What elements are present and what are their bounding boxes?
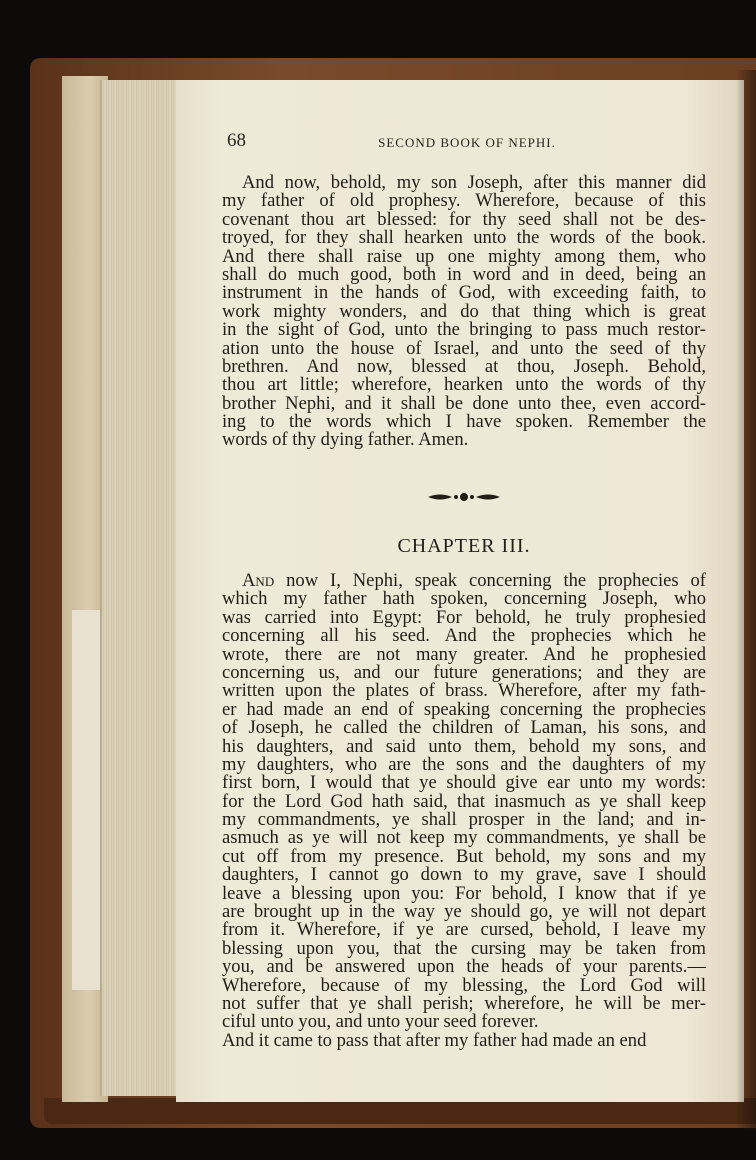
text-line: troyed, for they shall hearken unto the words of the book.	[222, 227, 706, 249]
text-line: words of thy dying father. Amen.	[222, 429, 469, 451]
page-number: 68	[227, 130, 246, 151]
chapter-heading: CHAPTER III.	[397, 535, 531, 557]
text-line: ciful unto you, and unto your seed forever.	[222, 1011, 539, 1033]
running-title: SECOND BOOK OF NEPHI.	[378, 135, 556, 150]
text-line: my father of old prophesy. Wherefore, because of this	[222, 190, 706, 212]
text-line: work mighty wonders, and do that thing which is great	[222, 300, 706, 322]
text-line: are brought up in the way ye should go, ye will not depart	[222, 901, 706, 923]
paragraph-3-first-line: And it came to pass that after my father had made an end	[222, 1029, 647, 1051]
text-line: concerning us, and our future generations; and they are	[222, 661, 706, 683]
text-line: not suffer that ye shall perish; wherefore, he will be mer-	[222, 992, 706, 1014]
text-line: asmuch as ye will not keep my commandments, ye shall be	[222, 827, 706, 849]
text-line: shall do much good, both in word and in deed, being an	[222, 263, 706, 285]
text-line: which my father hath spoken, concerning Joseph, who	[222, 588, 706, 610]
text-line: daughters, I cannot go down to my grave, save I should	[222, 864, 706, 886]
paragraph-2	[222, 572, 706, 1050]
text-line: my daughters, who are the sons and the daughters of my	[222, 753, 706, 775]
text-line: his daughters, and said unto them, behold my sons, and	[222, 735, 706, 757]
text-line: for the Lord God hath said, that inasmuch as ye shall keep	[222, 790, 706, 812]
paragraph-2-body	[222, 590, 706, 1031]
text-line: instrument in the hands of God, with exceeding faith, to	[222, 282, 706, 304]
text-line: my commandments, ye shall prosper in the land; and in-	[222, 809, 706, 831]
text-line: written upon the plates of brass. Wherefore, after my fath-	[222, 680, 706, 702]
text-line: And there shall raise up one mighty among them, who	[222, 245, 706, 267]
text-line: er had made an end of speaking concerning the prophecies	[222, 698, 706, 720]
text-line: wrote, there are not many greater. And he prophesied	[222, 643, 706, 665]
gutter-shadow	[736, 70, 756, 1130]
drop-word: And	[242, 570, 275, 591]
text-line: brethren. And now, blessed at thou, Joseph. Behold,	[222, 355, 706, 377]
text-line: from it. Wherefore, if ye are cursed, behold, I leave my	[222, 919, 706, 941]
page-edges	[100, 80, 180, 1096]
paragraph-1	[222, 174, 706, 450]
text-line: Wherefore, because of my blessing, the Lord God will	[222, 974, 706, 996]
text-line: thou art little; wherefore, hearken unto the words of thy	[222, 374, 706, 396]
text-line: first born, I would that ye should give ear unto my words:	[222, 772, 706, 794]
text-line: you, and be answered upon the heads of your parents.—	[222, 956, 706, 978]
ornament-divider	[426, 489, 502, 505]
text-line: was carried into Egypt: For behold, he truly prophesied	[222, 606, 706, 628]
text-line: cut off from my presence. But behold, my sons and my	[222, 845, 706, 867]
text-line: ing to the words which I have spoken. Remember the	[222, 411, 706, 433]
page-header	[227, 130, 705, 158]
text-line: brother Nephi, and it shall be done unto thee, even accord-	[222, 392, 706, 414]
text-line: in the sight of God, unto the bringing to pass much restor-	[222, 319, 706, 341]
text-line: covenant thou art blessed: for thy seed shall not be des-	[222, 208, 706, 230]
text-line: leave a blessing upon you: For behold, I know that if ye	[222, 882, 706, 904]
text-line: concerning all his seed. And the prophecies which he	[222, 625, 706, 647]
text-line: And now, behold, my son Joseph, after this manner did	[242, 172, 706, 193]
text-line: ation unto the house of Israel, and unto the seed of thy	[222, 337, 706, 359]
text-line: of Joseph, he called the children of Laman, his sons, and	[222, 717, 706, 739]
first-line-rest: now I, Nephi, speak concerning the prophecies of	[274, 570, 706, 591]
text-line: blessing upon you, that the cursing may be taken from	[222, 937, 706, 959]
